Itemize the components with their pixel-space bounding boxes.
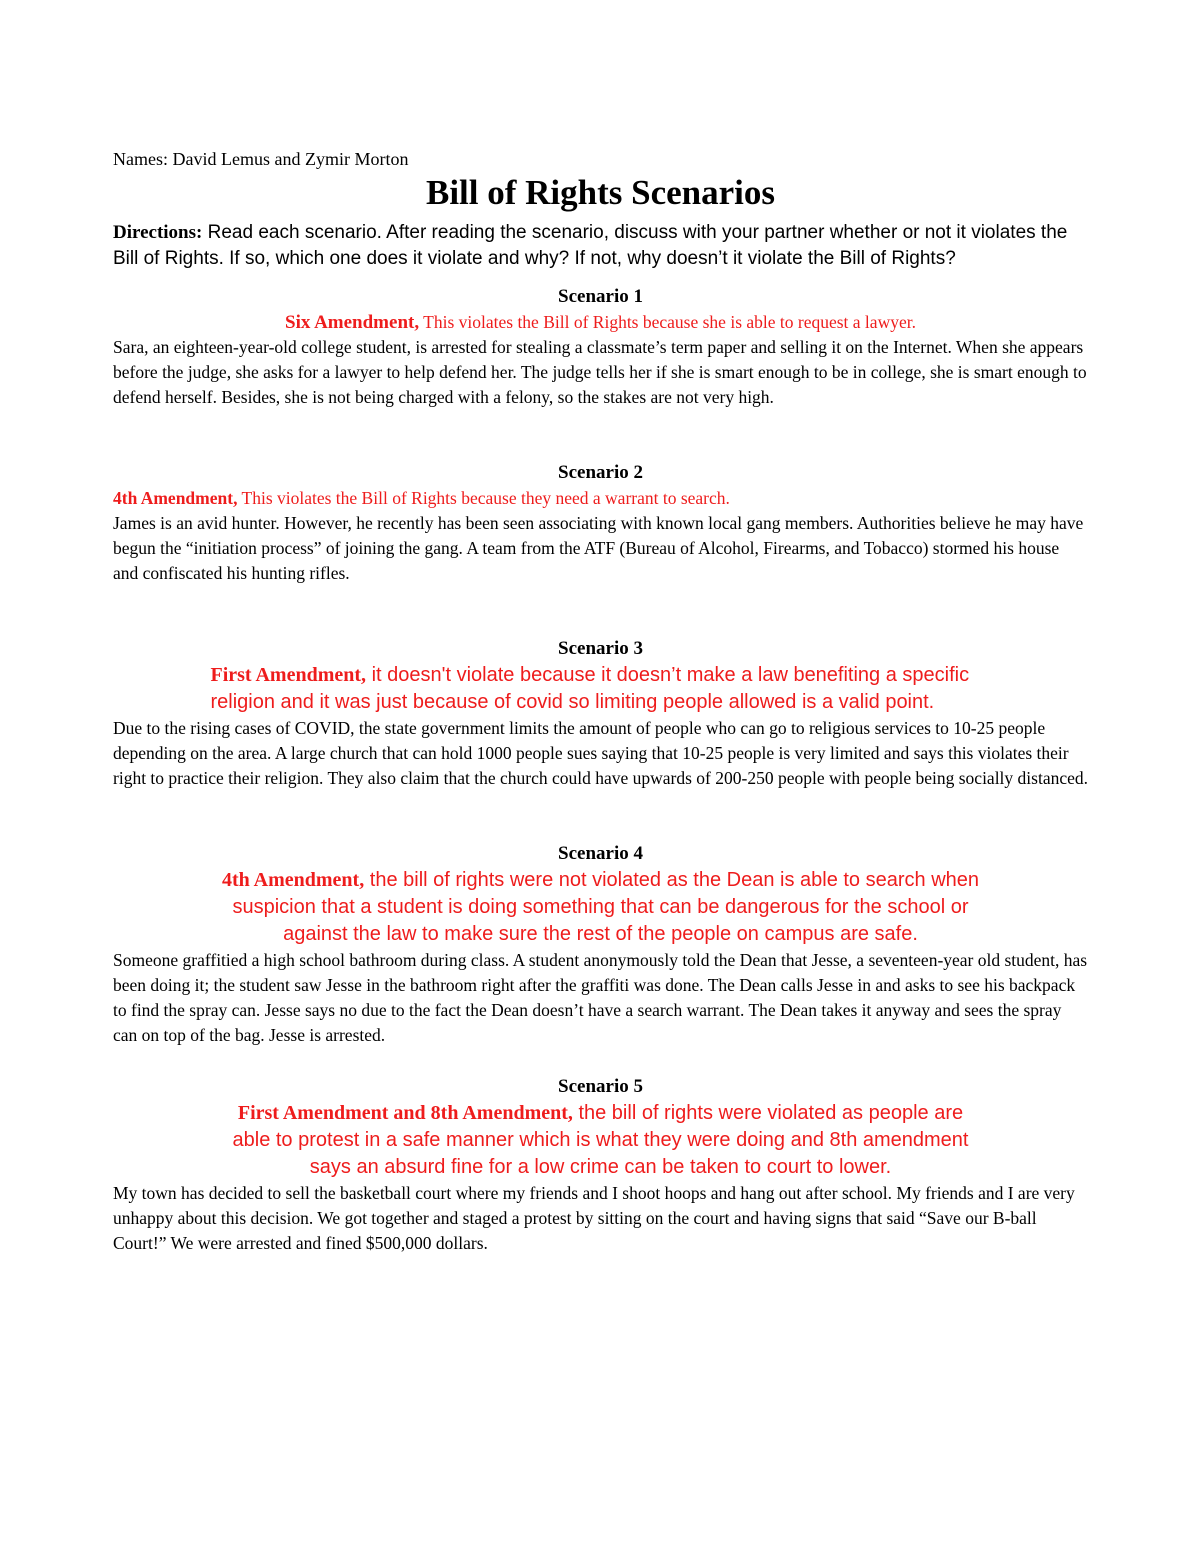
- scenario-answer: [231, 1100, 971, 1181]
- scenario-text: James is an avid hunter. However, he recently has been seen associating with known local gang members. Authorities believe he may have begun the “initiation process” of joining the gang. A team from the ATF (Bureau of Alcohol, Firearms, and Tobacco) stormed his house and confiscated his hunting rifles.: [113, 513, 1084, 583]
- scenario-3: [113, 636, 1088, 791]
- student-names: Names: David Lemus and Zymir Morton: [113, 149, 409, 169]
- scenario-text: Someone graffitied a high school bathroom during class. A student anonymously told the Dean that Jesse, a seventeen-year old student, has been doing it; the student saw Jesse in the bathroom right after the graffiti was done. The Dean calls Jesse in and asks to see his backpack to find the spray can. Jesse says no due to the fact the Dean doesn’t have a search warrant. The Dean takes it anyway and sees the spray can on top of the bag. Jesse is arrested.: [113, 950, 1088, 1045]
- scenario-text: Due to the rising cases of COVID, the state government limits the amount of people who can go to religious services to 10-25 people depending on the area. A large church that can hold 1000 people sues saying that 10-25 people is very limited and says this violates their right to practice their religion. They also claim that the church could have upwards of 200-250 people with people being socially distanced.: [113, 718, 1089, 788]
- document-page: [113, 146, 1088, 1256]
- directions-text: Read each scenario. After reading the scenario, discuss with your partner whether or not it violates the Bill of Rights. If so, which one does it violate and why? If not, why doesn’t it violate the Bill of Rights?: [113, 222, 1068, 269]
- scenario-heading: Scenario 5: [558, 1076, 643, 1097]
- amendment-label: 4th Amendment,: [221, 869, 365, 891]
- answer-text: the bill of rights were not violated as the Dean is able to search when suspicion that a student is doing something that can be dangerous for the school or against the law to make sure the rest of the people on campus are safe.: [232, 869, 980, 945]
- scenario-4: [113, 841, 1088, 1048]
- scenario-heading: Scenario 1: [558, 286, 643, 307]
- scenario-heading: Scenario 4: [558, 843, 643, 864]
- amendment-label: 4th Amendment,: [113, 488, 238, 508]
- scenario-1: [113, 284, 1088, 410]
- scenario-answer: [216, 867, 986, 948]
- amendment-label: First Amendment,: [210, 664, 367, 686]
- answer-text: This violates the Bill of Rights because she is able to request a lawyer.: [419, 312, 916, 332]
- scenario-answer: [113, 486, 1088, 511]
- scenario-answer: [113, 310, 1088, 335]
- directions-paragraph: [113, 220, 1088, 272]
- scenario-2: [113, 460, 1088, 586]
- directions-label: Directions:: [113, 222, 203, 243]
- scenario-heading: Scenario 3: [558, 638, 643, 659]
- amendment-label: First Amendment and 8th Amendment,: [237, 1102, 573, 1124]
- answer-text: the bill of rights were violated as people are able to protest in a safe manner which is what they were doing and 8th amendment says an absurd fine for a low crime can be taken to court to lower.: [232, 1102, 969, 1178]
- amendment-label: Six Amendment,: [285, 312, 420, 333]
- scenario-text: Sara, an eighteen-year-old college student, is arrested for stealing a classmate’s term paper and selling it on the Internet. When she appears before the judge, she asks for a lawyer to help defend her. The judge tells her if she is smart enough to be in college, she is smart enough to defend herself. Besides, she is not being charged with a felony, so the stakes are not very high.: [113, 337, 1087, 407]
- document-title: Bill of Rights Scenarios: [425, 173, 776, 212]
- scenario-5: [113, 1074, 1088, 1256]
- answer-text: This violates the Bill of Rights because they need a warrant to search.: [237, 488, 730, 508]
- scenario-heading: Scenario 2: [558, 462, 643, 483]
- scenario-text: My town has decided to sell the basketball court where my friends and I shoot hoops and hang out after school. My friends and I are very unhappy about this decision. We got together and staged a protest by sitting on the court and having signs that said “Save our B-ball Court!” We were arrested and fined $500,000 dollars.: [113, 1183, 1075, 1253]
- answer-text: it doesn't violate because it doesn’t make a law benefiting a specific religion and it was just because of covid so limiting people allowed is a valid point.: [210, 664, 970, 713]
- scenario-answer: [211, 662, 991, 716]
